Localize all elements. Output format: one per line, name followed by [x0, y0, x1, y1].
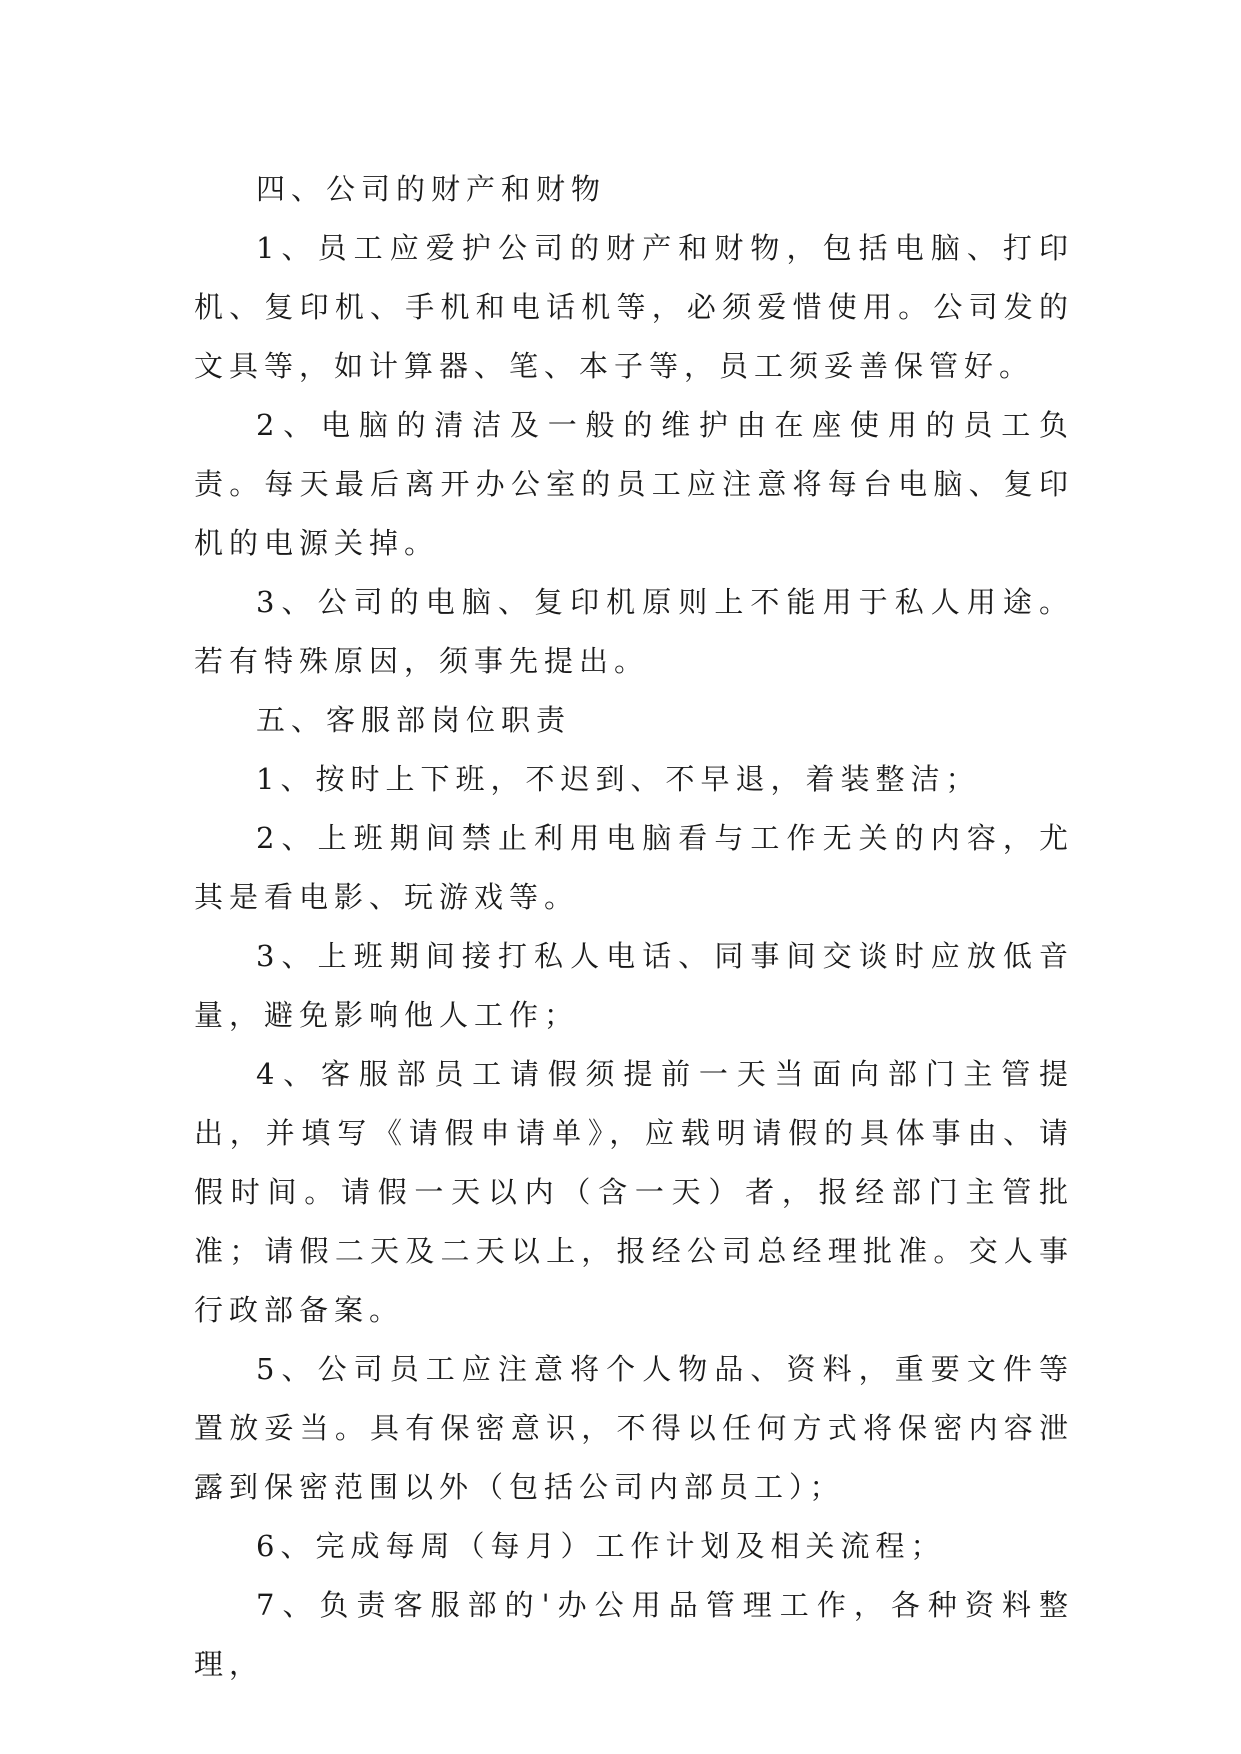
paragraph-duty-6: 6、完成每周（每月）工作计划及相关流程；: [256, 1529, 946, 1563]
paragraph-duty-3: 3、上班期间接打私人电话、同事间交谈时应放低音量，避免影响他人工作；: [194, 939, 1074, 1032]
paragraph-assets-1: 1、员工应爱护公司的财产和财物，包括电脑、打印机、复印机、手机和电话机等，必须爱惜使用。公司发的文具等，如计算器、笔、本子等，员工须妥善保管好。: [194, 231, 1074, 383]
paragraph-duty-2: 2、上班期间禁止利用电脑看与工作无关的内容，尤其是看电影、玩游戏等。: [194, 821, 1074, 914]
paragraph-duty-5: 5、公司员工应注意将个人物品、资料，重要文件等置放妥当。具有保密意识，不得以任何方式将保密内容泄露到保密范围以外（包括公司内部员工）；: [194, 1352, 1074, 1504]
document-body: [194, 160, 1074, 1694]
section-heading-customer-service: 五、客服部岗位职责: [256, 703, 572, 737]
paragraph-assets-2: 2、电脑的清洁及一般的维护由在座使用的员工负责。每天最后离开办公室的员工应注意将每台电脑、复印机的电源关掉。: [194, 408, 1074, 560]
paragraph-duty-7: 7、负责客服部的'办公用品管理工作，各种资料整理，: [194, 1588, 1074, 1681]
paragraph-duty-1: 1、按时上下班，不迟到、不早退，着装整洁；: [256, 762, 981, 796]
paragraph-duty-4: 4、客服部员工请假须提前一天当面向部门主管提出，并填写《请假申请单》，应载明请假的具体事由、请假时间。请假一天以内（含一天）者，报经部门主管批准；请假二天及二天以上，报经公司总经理批准。交人事行政部备案。: [194, 1057, 1074, 1327]
paragraph-assets-3: 3、公司的电脑、复印机原则上不能用于私人用途。若有特殊原因，须事先提出。: [194, 585, 1074, 678]
section-heading-assets: 四、公司的财产和财物: [256, 172, 607, 206]
